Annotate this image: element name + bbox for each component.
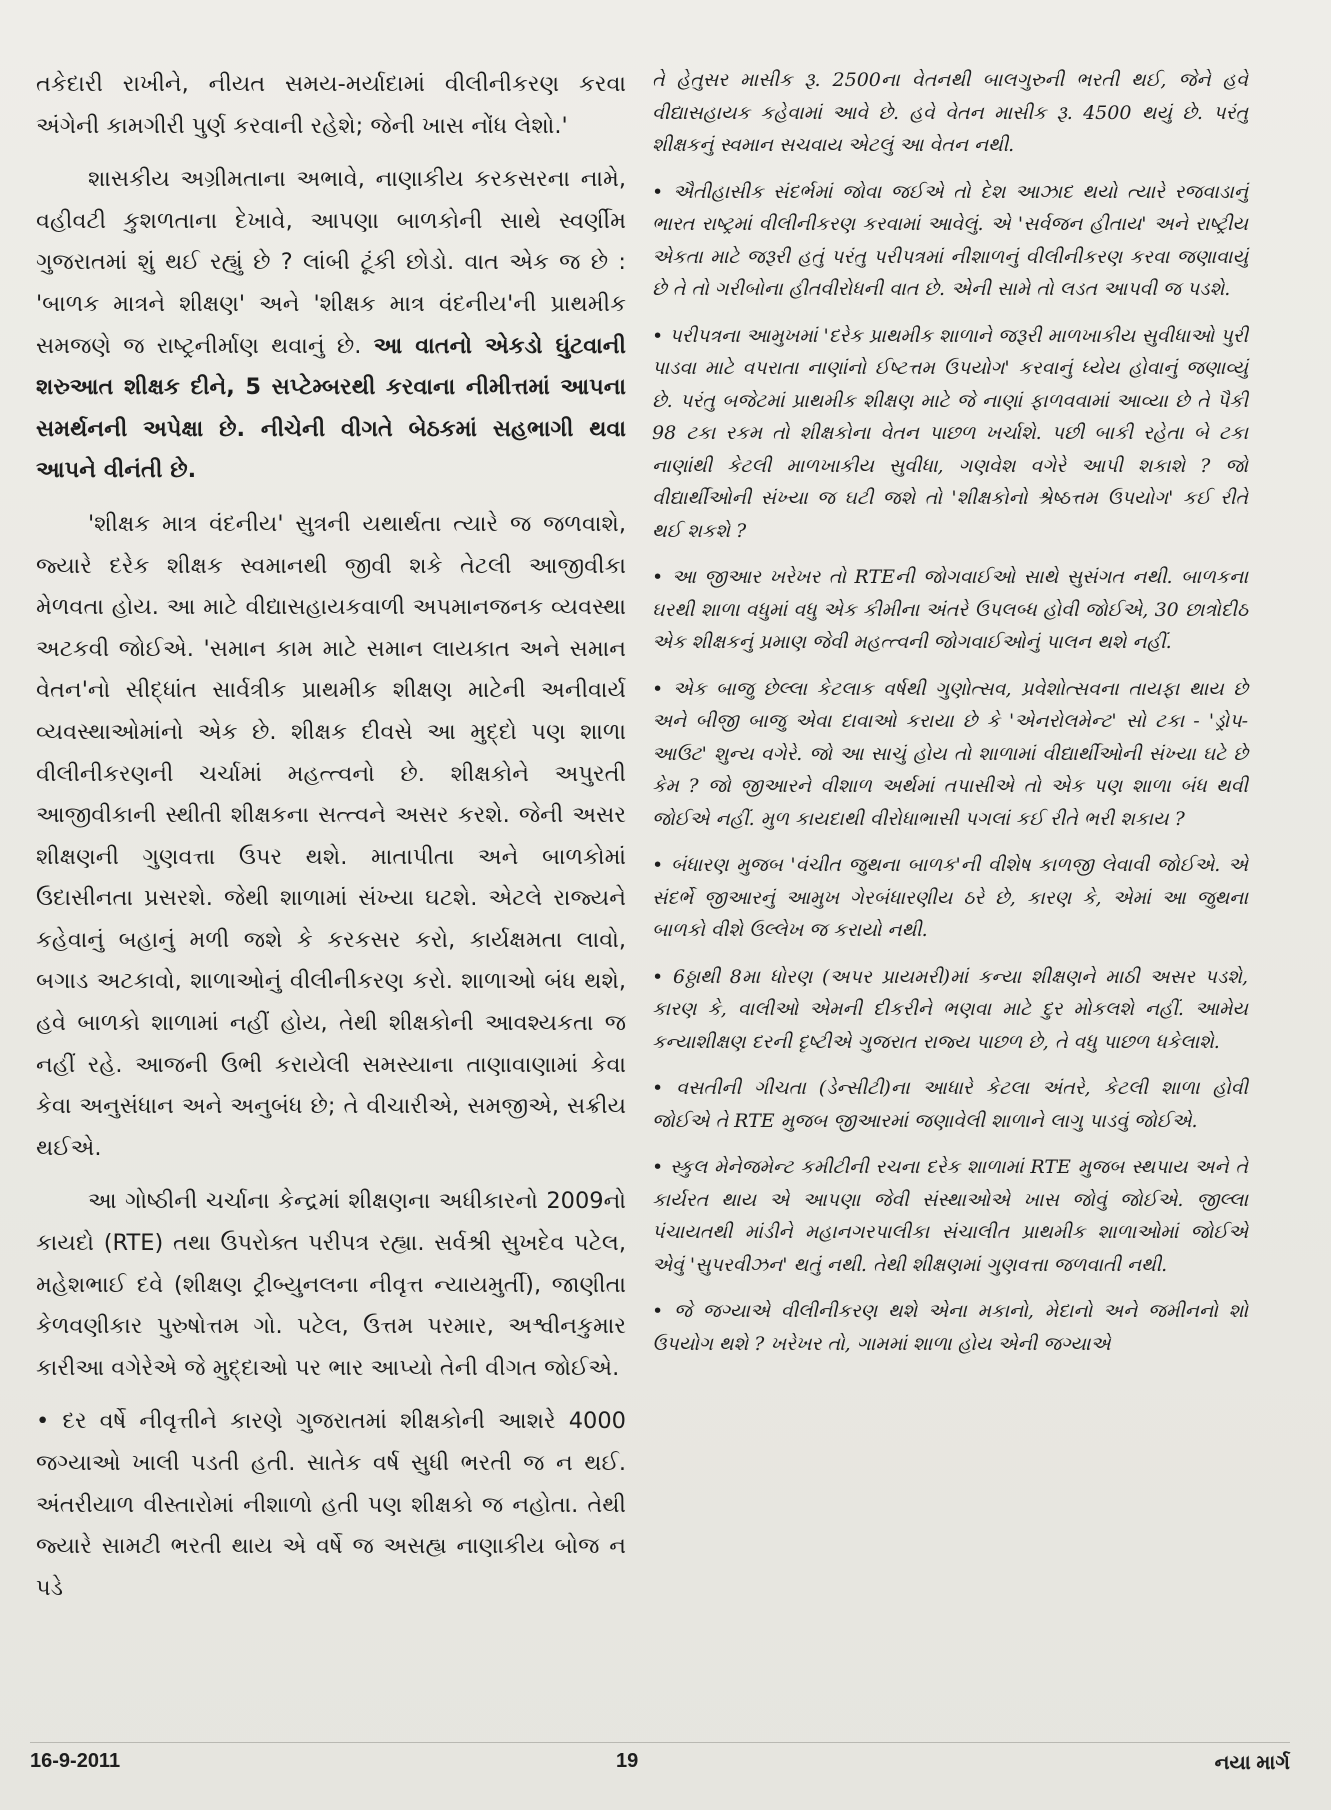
left-paragraph-2	[36, 159, 626, 492]
right-paragraph-7: • 6ઠ્ઠાથી 8મા ધોરણ (અપર પ્રાયમરી)માં કન્યા શીક્ષણને માઠી અસર પડશે, કારણ કે, વાલીઓ એમની દીકરીને ભણવા માટે દુર મોકલશે નહીં. આમેય કન્યાશીક્ષણ દરની દૃષ્ટીએ ગુજરાત રાજ્ય પાછળ છે, તે વધુ પાછળ ધકેલાશે.	[652, 965, 1248, 1053]
left-paragraph-5: • દર વર્ષે નીવૃત્તીને કારણે ગુજરાતમાં શીક્ષકોની આશરે 4000 જગ્યાઓ ખાલી પડતી હતી. સાતેક વર્ષ સુધી ભરતી જ ન થઈ. અંતરીયાળ વીસ્તારોમાં નીશાળો હતી પણ શીક્ષકો જ નહોતા. તેથી જ્યારે સામટી ભરતી થાય એ વર્ષે જ અસહ્ય નાણાકીય બોજ ન પડે	[36, 1408, 626, 1601]
right-paragraph-5: • એક બાજુ છેલ્લા કેટલાક વર્ષથી ગુણોત્સવ, પ્રવેશોત્સવના તાયફા થાય છે અને બીજી બાજુ એવા દાવાઓ કરાયા છે કે 'એનરોલમેન્ટ' સો ટકા - 'ડ્રોપ-આઉટ' શુન્ય વગેરે. જો આ સાચું હોય તો શાળામાં વીદ્યાર્થીઓની સંખ્યા ઘટે છે કેમ ? જો જીઆરને વીશાળ અર્થમાં તપાસીએ તો એક પણ શાળા બંધ થવી જોઈએ નહીં. મુળ કાયદાથી વીરોધાભાસી પગલાં કઈ રીતે ભરી શકાય ?	[652, 677, 1248, 830]
right-paragraph-6: • બંધારણ મુજબ 'વંચીત જુથના બાળક'ની વીશેષ કાળજી લેવાવી જોઈએ. એ સંદર્ભે જીઆરનું આમુખ ગેરબંધારણીય ઠરે છે, કારણ કે, એમાં આ જુથના બાળકો વીશે ઉલ્લેખ જ કરાયો નથી.	[652, 854, 1248, 941]
right-column	[652, 64, 1248, 1374]
right-paragraph-3: • પરીપત્રના આમુખમાં 'દરેક પ્રાથમીક શાળાને જરૂરી માળખાકીય સુવીધાઓ પુરી પાડવા માટે વપરાતા નાણાંનો ઈષ્ટત્તમ ઉપયોગ' કરવાનું ધ્યેય હોવાનું જણાવ્યું છે. પરંતુ બજેટમાં પ્રાથમીક શીક્ષણ માટે જે નાણાં ફાળવવામાં આવ્યા છે તે પૈકી 98 ટકા રકમ તો શીક્ષકોના વેતન પાછળ ખર્ચાશે. પછી બાકી રહેતા બે ટકા નાણાંથી કેટલી માળખાકીય સુવીધા, ગણવેશ વગેરે આપી શકાશે ? જો વીદ્યાર્થીઓની સંખ્યા જ ઘટી જશે તો 'શીક્ષકોનો શ્રેષ્ઠત્તમ ઉપયોગ' કઈ રીતે થઈ શકશે ?	[652, 324, 1248, 542]
left-paragraph-1: તકેદારી રાખીને, નીયત સમય-મર્યાદામાં વીલીનીકરણ કરવા અંગેની કામગીરી પુર્ણ કરવાની રહેશે; જેની ખાસ નોંધ લેશો.'	[36, 71, 626, 139]
page-number: 19	[616, 1750, 639, 1772]
page-footer	[30, 1750, 1290, 1790]
right-paragraph-1: તે હેતુસર માસીક રૂ. 2500ના વેતનથી બાલગુરુની ભરતી થઈ, જેને હવે વીદ્યાસહાયક કહેવામાં આવે છે. હવે વેતન માસીક રૂ. 4500 થયું છે. પરંતુ શીક્ષકનું સ્વમાન સચવાય એટલું આ વેતન નથી.	[652, 69, 1248, 156]
right-paragraph-4: • આ જીઆર ખરેખર તો RTEની જોગવાઈઓ સાથે સુસંગત નથી. બાળકના ઘરથી શાળા વધુમાં વધુ એક કીમીના અંતરે ઉપલબ્ધ હોવી જોઈએ, 30 છાત્રોદીઠ એક શીક્ષકનું પ્રમાણ જેવી મહત્ત્વની જોગવાઈઓનું પાલન થશે નહીં.	[652, 566, 1248, 653]
right-paragraph-9: • સ્કુલ મેનેજમેન્ટ કમીટીની રચના દરેક શાળામાં RTE મુજબ સ્થપાય અને તે કાર્યરત થાય એ આપણા જેવી સંસ્થાઓએ ખાસ જોવું જોઈએ. જીલ્લા પંચાયતથી માંડીને મહાનગરપાલીકા સંચાલીત પ્રાથમીક શાળાઓમાં જોઈએ એવું 'સુપરવીઝન' થતું નથી. તેથી શીક્ષણમાં ગુણવત્તા જળવાતી નથી.	[652, 1156, 1248, 1276]
left-paragraph-2-text: શાસકીય અગ્રીમતાના અભાવે, નાણાકીય કરકસરના નામે, વહીવટી કુશળતાના દેખાવે, આપણા બાળકોની સાથે સ્વર્ણીમ ગુજરાતમાં શું થઈ રહ્યું છે ? લાંબી ટૂંકી છોડો. વાત એક જ છે : 'બાળક માત્રને શીક્ષણ' અને 'શીક્ષક માત્ર વંદનીય'ની પ્રાથમીક સમજણે જ રાષ્ટ્રનીર્માણ થવાનું છે.	[36, 166, 626, 359]
left-paragraph-4: આ ગોષ્ઠીની ચર્ચાના કેન્દ્રમાં શીક્ષણના અધીકારનો 2009નો કાયદો (RTE) તથા ઉપરોક્ત પરીપત્ર રહ્યા. સર્વશ્રી સુખદેવ પટેલ, મહેશભાઈ દવે (શીક્ષણ ટ્રીબ્યુનલના નીવૃત્ત ન્યાયમુર્તી), જાણીતા કેળવણીકાર પુરુષોત્તમ ગો. પટેલ, ઉત્તમ પરમાર, અશ્વીનકુમાર કારીઆ વગેરેએ જે મુદ્દાઓ પર ભાર આપ્યો તેની વીગત જોઈએ.	[36, 1188, 626, 1381]
footer-divider	[30, 1742, 1290, 1743]
right-paragraph-2: • ઐતીહાસીક સંદર્ભમાં જોવા જઈએ તો દેશ આઝાદ થયો ત્યારે રજવાડાનું ભારત રાષ્ટ્રમાં વીલીનીકરણ કરવામાં આવેલું. એ 'સર્વજન હીતાય' અને રાષ્ટ્રીય એકતા માટે જરૂરી હતું પરંતુ પરીપત્રમાં નીશાળનું વીલીનીકરણ કરવા જણાવાયું છે તે તો ગરીબોના હીતવીરોધની વાત છે. એની સામે તો લડત આપવી જ પડશે.	[652, 180, 1248, 300]
left-paragraph-3: 'શીક્ષક માત્ર વંદનીય' સુત્રની યથાર્થતા ત્યારે જ જળવાશે, જ્યારે દરેક શીક્ષક સ્વમાનથી જીવી શકે તેટલી આજીવીકા મેળવતા હોય. આ માટે વીદ્યાસહાયકવાળી અપમાનજનક વ્યવસ્થા અટકવી જોઈએ. 'સમાન કામ માટે સમાન લાયકાત અને સમાન વેતન'નો સીદ્ધાંત સાર્વત્રીક પ્રાથમીક શીક્ષણ માટેની અનીવાર્ય વ્યવસ્થાઓમાંનો એક છે. શીક્ષક દીવસે આ મુદ્દો પણ શાળા વીલીનીકરણની ચર્ચામાં મહત્ત્વનો છે. શીક્ષકોને અપુરતી આજીવીકાની સ્થીતી શીક્ષકના સત્ત્વને અસર કરશે. જેની અસર શીક્ષણની ગુણવત્તા ઉપર થશે. માતાપીતા અને બાળકોમાં ઉદાસીનતા પ્રસરશે. જેથી શાળામાં સંખ્યા ઘટશે. એટલે રાજ્યને કહેવાનું બહાનું મળી જશે કે કરકસર કરો, કાર્યક્ષમતા લાવો, બગાડ અટકાવો, શાળાઓનું વીલીનીકરણ કરો. શાળાઓ બંધ થશે, હવે બાળકો શાળામાં નહીં હોય, તેથી શીક્ષકોની આવશ્યકતા જ નહીં રહે. આજની ઉભી કરાયેલી સમસ્યાના તાણાવાણામાં કેવા કેવા અનુસંધાન અને અનુબંધ છે; તે વીચારીએ, સમજીએ, સક્રીય થઈએ.	[36, 510, 626, 1161]
right-paragraph-8: • વસતીની ગીચતા (ડેન્સીટી)ના આધારે કેટલા અંતરે, કેટલી શાળા હોવી જોઈએ તે RTE મુજબ જીઆરમાં જણાવેલી શાળાને લાગુ પાડવું જોઈએ.	[652, 1077, 1248, 1132]
left-paragraph-2-bold-text: આ વાતનો એકડો ઘુંટવાની શરુઆત શીક્ષક દીને, 5 સપ્ટેમ્બરથી કરવાના નીમીત્તમાં આપના સમર્થનની અપેક્ષા છે. નીચેની વીગતે બેઠકમાં સહભાગી થવા આપને વીનંતી છે.	[36, 332, 626, 484]
footer-date: 16-9-2011	[30, 1750, 121, 1772]
magazine-name: નયા માર્ગ	[1214, 1752, 1290, 1774]
left-column	[36, 64, 626, 1621]
right-paragraph-10: • જે જગ્યાએ વીલીનીકરણ થશે એના મકાનો, મેદાનો અને જમીનનો શો ઉપયોગ થશે ? ખરેખર તો, ગામમાં શાળા હોય એની જગ્યાએ	[652, 1300, 1248, 1355]
